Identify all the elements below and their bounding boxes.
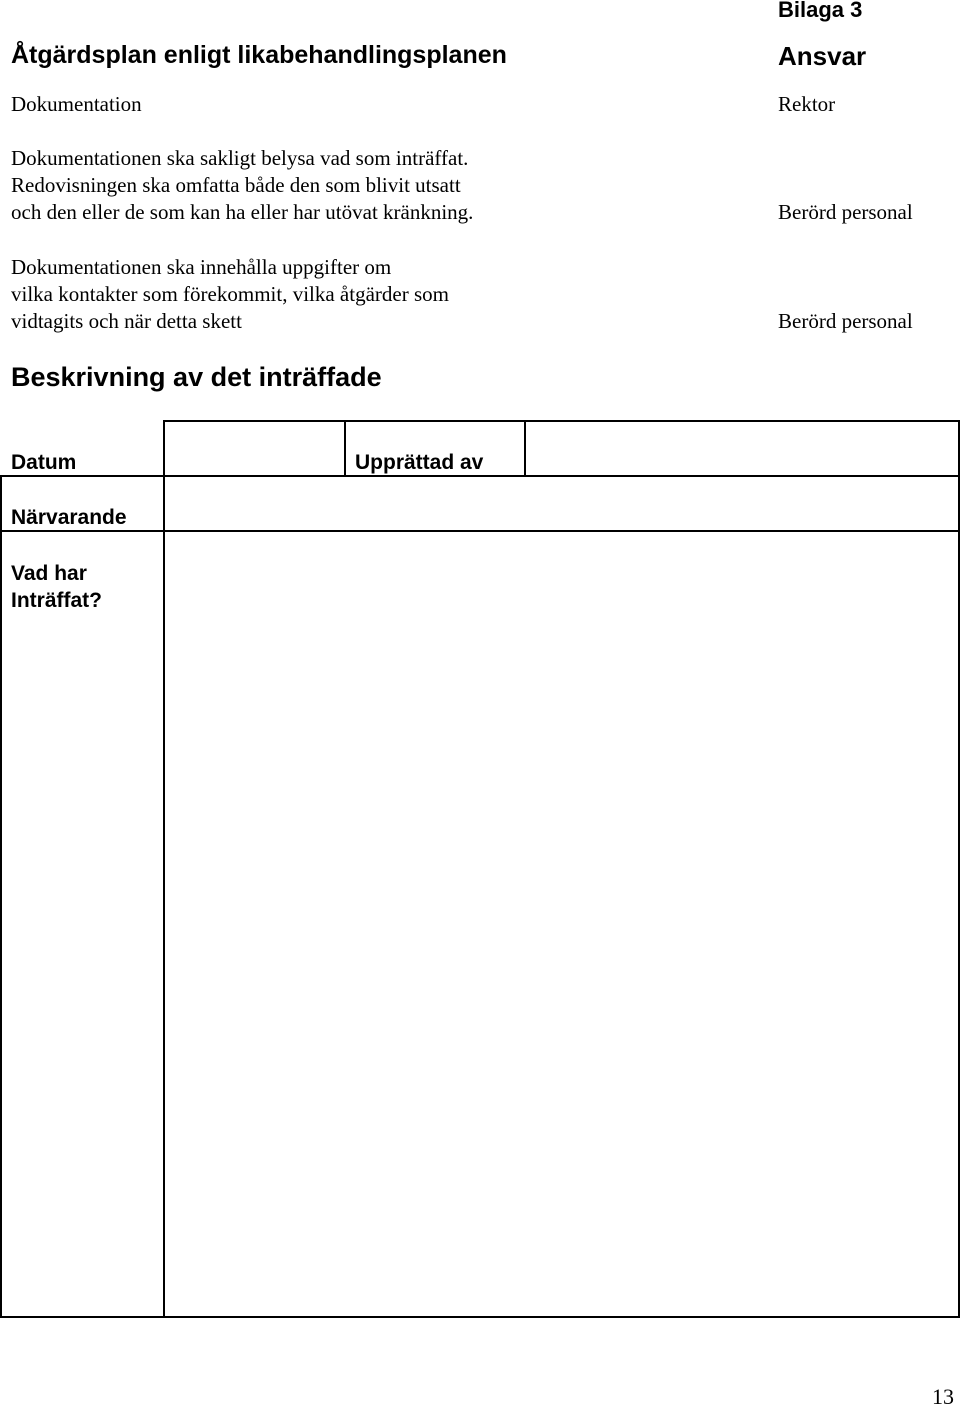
present-field[interactable] (166, 477, 957, 530)
grid-line (524, 420, 526, 477)
grid-line (0, 1316, 960, 1318)
section-label: Dokumentation (11, 92, 142, 116)
grid-line (344, 420, 346, 477)
author-label: Upprättad av (355, 451, 484, 474)
grid-line (163, 420, 165, 1318)
responsible-staff: Berörd personal (778, 200, 913, 224)
author-field[interactable] (527, 422, 957, 475)
instruction-paragraph (11, 145, 473, 226)
instruction-paragraph (11, 254, 449, 335)
paragraph-line: Redovisningen ska omfatta både den som blivit utsatt (11, 173, 461, 197)
what-happened-field[interactable] (166, 532, 957, 1315)
date-field[interactable] (166, 422, 343, 475)
grid-line (0, 475, 2, 1318)
paragraph-line: vidtagits och när detta skett (11, 309, 242, 333)
responsible-principal: Rektor (778, 92, 836, 116)
paragraph-line: vilka kontakter som förekommit, vilka åtgärder som (11, 282, 449, 306)
responsible-staff: Berörd personal (778, 309, 913, 333)
page-title: Åtgärdsplan enligt likabehandlingsplanen (11, 41, 507, 69)
responsibility-heading: Ansvar (778, 41, 867, 71)
appendix-label: Bilaga 3 (778, 0, 863, 22)
what-happened-label: Vad har Inträffat? (11, 562, 102, 612)
paragraph-line: Dokumentationen ska sakligt belysa vad som inträffat. (11, 146, 469, 170)
present-label: Närvarande (11, 506, 127, 529)
paragraph-line: Dokumentationen ska innehålla uppgifter om (11, 255, 392, 279)
page-number: 13 (932, 1384, 954, 1409)
date-label: Datum (11, 451, 77, 474)
paragraph-line: och den eller de som kan ha eller har utövat kränkning. (11, 200, 474, 224)
form-heading: Beskrivning av det inträffade (11, 362, 382, 392)
